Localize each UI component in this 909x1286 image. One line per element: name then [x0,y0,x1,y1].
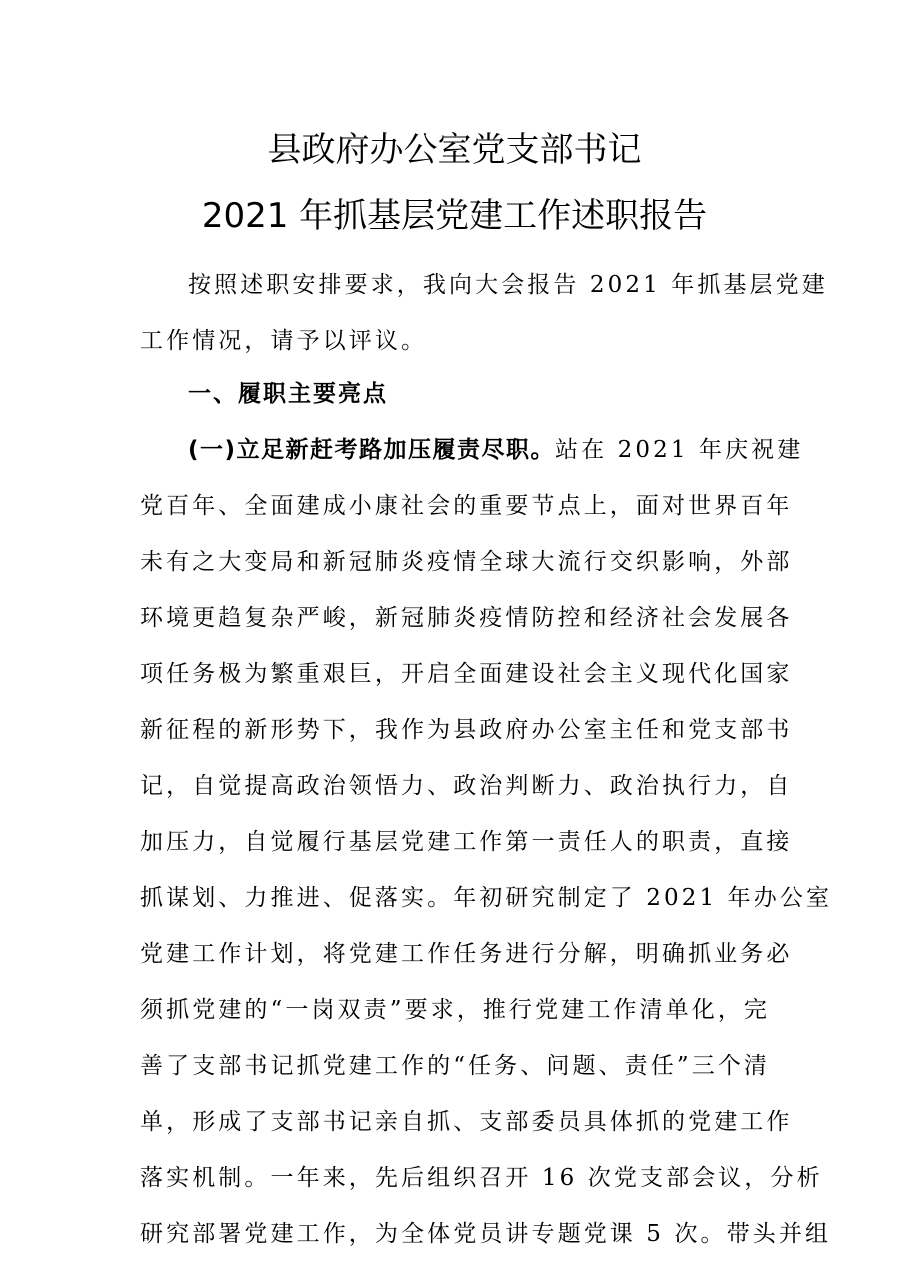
body-line: 环境更趋复杂严峻，新冠肺炎疫情防控和经济社会发展各 [140,605,793,631]
intro-line: 工作情况，请予以评议。 [140,328,428,354]
section-heading: 一、履职主要亮点 [188,381,388,407]
document-title-line-2: 2021 年抓基层党建工作述职报告 [201,196,708,236]
body-line: 党百年、全面建成小康社会的重要节点上，面对世界百年 [140,493,793,519]
subsection-first-line-text: 站在 2021 年庆祝建 [555,437,804,463]
subsection-paragraph [140,422,833,1262]
body-line: 记，自觉提高政治领悟力、政治判断力、政治执行力，自 [140,773,793,799]
body-line: 未有之大变局和新冠肺炎疫情全球大流行交织影响，外部 [140,549,793,575]
body-line: 单，形成了支部书记亲自抓、支部委员具体抓的党建工作 [140,1109,793,1135]
intro-paragraph [140,257,828,369]
subsection-first-line [140,422,804,478]
document-title-line-1: 县政府办公室党支部书记 [267,130,642,170]
body-line: 善了支部书记抓党建工作的“任务、问题、责任”三个清 [140,1053,771,1079]
body-line: 抓谋划、力推进、促落实。年初研究制定了 2021 年办公室 [140,885,833,911]
body-line: 加压力，自觉履行基层党建工作第一责任人的职责，直接 [140,829,793,855]
body-line: 研究部署党建工作，为全体党员讲专题党课 5 次。带头并组 [140,1221,832,1247]
intro-line: 按照述职安排要求，我向大会报告 2021 年抓基层党建 [188,272,828,298]
body-line: 新征程的新形势下，我作为县政府办公室主任和党支部书 [140,717,793,743]
body-line: 党建工作计划，将党建工作任务进行分解，明确抓业务必 [140,941,793,967]
body-line: 须抓党建的“一岗双责”要求，推行党建工作清单化，完 [140,997,771,1023]
subsection-lead: (一)立足新赶考路加压履责尽职。 [188,437,556,463]
body-line: 落实机制。一年来，先后组织召开 16 次党支部会议，分析 [140,1165,823,1191]
body-line: 项任务极为繁重艰巨，开启全面建设社会主义现代化国家 [140,661,793,687]
